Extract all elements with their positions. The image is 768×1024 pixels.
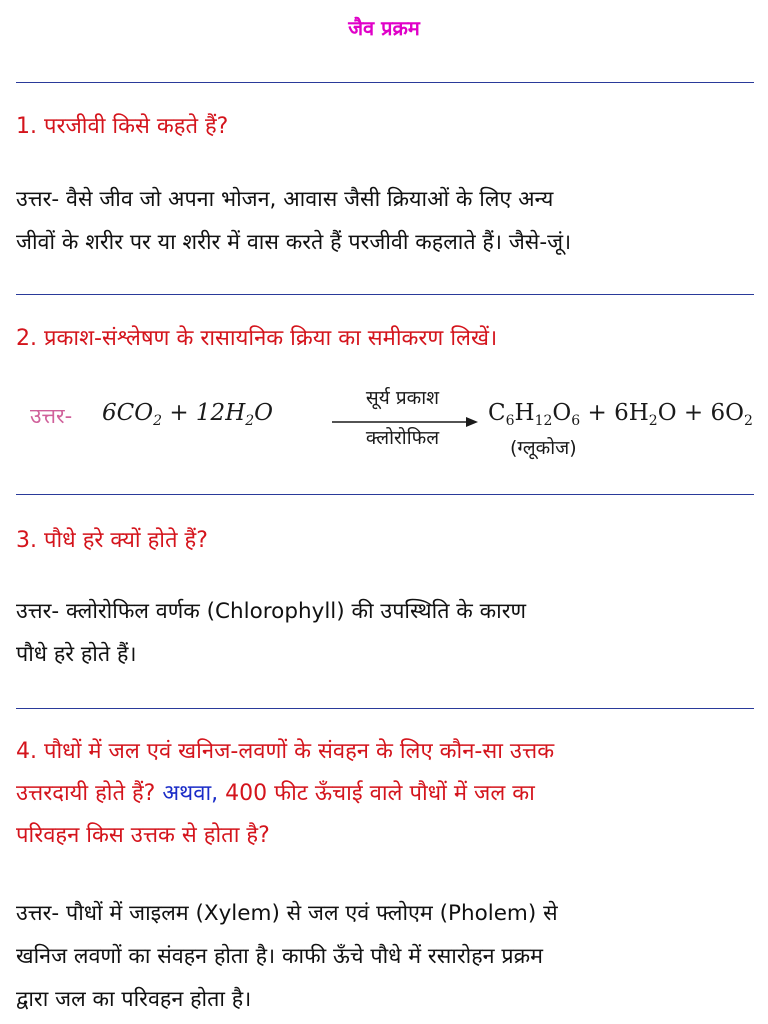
answer-1-line-1: उत्तर- वैसे जीव जो अपना भोजन, आवास जैसी क्रियाओं के लिए अन्य [16, 187, 554, 212]
equation-reactants: $6CO_2 + 12H_2O$ [102, 400, 274, 429]
answer-4-line-3: द्वारा जल का परिवहन होता है। [16, 987, 252, 1012]
answer-4-line-2: खनिज लवणों का संवहन होता है। काफी ऊँचे पौधे में रसारोहन प्रक्रम [16, 944, 543, 969]
equation-condition-sunlight: सूर्य प्रकाश [365, 387, 440, 409]
equation-products: $C_6H_{12}O_6 + 6H_2O + 6O_2$ [488, 400, 753, 429]
equation-answer-prefix: उत्तर- [30, 404, 73, 428]
question-4 [16, 731, 756, 857]
alternative-word: अथवा, [162, 781, 219, 806]
answer-4-line-1: उत्तर- पौधों में जाइलम (Xylem) से जल एवं फ्लोएम (Pholem) से [16, 901, 558, 926]
photosynthesis-equation [30, 384, 760, 474]
equation-glucose-label: (ग्लूकोज) [510, 437, 577, 459]
question-1: 1. परजीवी किसे कहते हैं? [16, 114, 229, 139]
divider [16, 494, 754, 495]
equation-condition-chlorophyll: क्लोरोफिल [365, 427, 440, 449]
answer-3-line-2: पौधे हरे होते हैं। [16, 642, 137, 667]
question-3: 3. पौधे हरे क्यों होते हैं? [16, 528, 208, 553]
answer-3 [16, 590, 761, 676]
question-4-line-3: परिवहन किस उत्तक से होता है? [16, 823, 270, 848]
question-4-line-1: 4. पौधों में जल एवं खनिज-लवणों के संवहन के लिए कौन-सा उत्तक [16, 739, 555, 764]
question-2: 2. प्रकाश-संश्लेषण के रासायनिक क्रिया का समीकरण लिखें। [16, 326, 498, 351]
question-4-line-2: उत्तरदायी होते हैं? अथवा, 400 फीट ऊँचाई वाले पौधों में जल का [16, 781, 535, 806]
answer-4 [16, 892, 761, 1021]
page-title: जैव प्रक्रम [348, 16, 420, 40]
divider [16, 82, 754, 83]
answer-3-line-1: उत्तर- क्लोरोफिल वर्णक (Chlorophyll) की उपस्थिति के कारण [16, 599, 527, 624]
divider [16, 708, 754, 709]
divider [16, 294, 754, 295]
answer-1 [16, 178, 761, 264]
answer-1-line-2: जीवों के शरीर पर या शरीर में वास करते हैं परजीवी कहलाते हैं। जैसे-जूं। [16, 230, 572, 255]
